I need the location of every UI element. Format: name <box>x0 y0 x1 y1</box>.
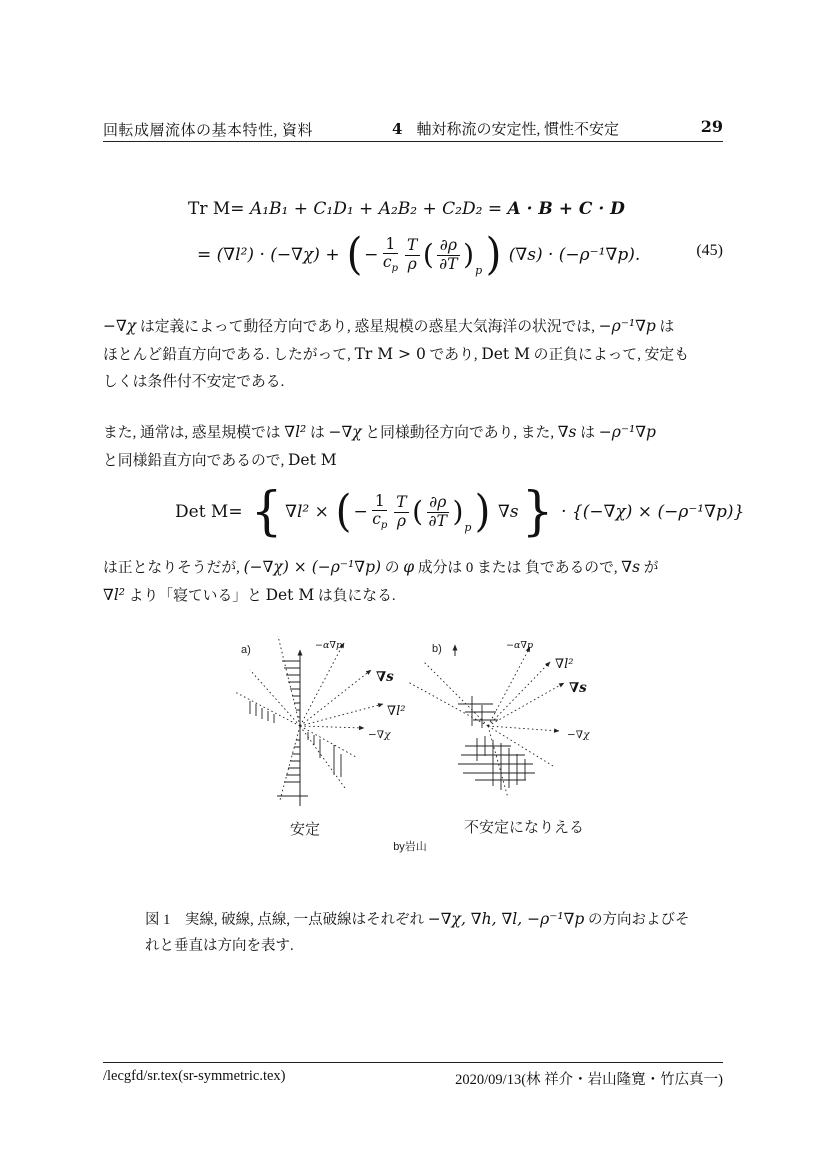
panel-b-label-grad-s: ∇s <box>569 680 587 696</box>
panel-a-axes <box>235 636 383 806</box>
text-line: また, 通常は, 惑星規模では ∇l² は −∇χ と同様動径方向であり, また, ∇s は −ρ⁻¹∇p <box>103 423 656 441</box>
panel-b-tag: b) <box>432 643 442 655</box>
panel-a-label-grad-s: ∇s <box>376 669 394 685</box>
panel-b-label-alpha-grad-p: −α∇p <box>506 640 534 651</box>
text-line: しくは条件付不安定である. <box>103 374 285 390</box>
panel-a-label-grad-l2: ∇l² <box>387 704 406 719</box>
paragraph-3 <box>103 553 743 609</box>
figure-1-caption <box>145 906 717 960</box>
detm-label: Det M <box>175 502 229 522</box>
panel-b-caption: 不安定になりえる <box>463 819 585 836</box>
footer-source-file: /lecgfd/sr.tex(sr-symmetric.tex) <box>103 1068 286 1084</box>
panel-b-label-grad-l2: ∇l² <box>555 657 574 672</box>
equation-number-45: (45) <box>696 242 723 259</box>
section-number: 4 <box>392 120 403 138</box>
panel-a-label-grad-chi: −∇χ <box>368 729 391 741</box>
paragraph-2 <box>103 418 743 474</box>
header-rule <box>103 141 723 142</box>
figure-credit: by岩山 <box>393 841 427 853</box>
panel-b-axes <box>408 645 564 798</box>
section-title: 軸対称流の安定性, 慣性不安定 <box>416 122 619 138</box>
caption-line: 図 1 実線, 破線, 点線, 一点破線はそれぞれ −∇χ, ∇h, ∇l, −ρ⁻¹∇p の方向およびそ <box>145 910 690 928</box>
caption-line: れと垂直は方向を表す. <box>145 938 294 954</box>
trm-label: Tr M <box>188 199 231 219</box>
equation-45-line1: Tr M = A₁B₁ + C₁D₁ + A₂B₂ + C₂D₂ = A · B + C · D <box>188 199 625 219</box>
text-line: −∇χ は定義によって動径方向であり, 惑星規模の惑星大気海洋の状況では, −ρ⁻¹∇p は <box>103 317 675 335</box>
footer-rule <box>103 1062 723 1063</box>
fraction-1-over-cp: $\frac{1}{c_p}$ <box>382 234 399 275</box>
fraction-drho-dT: $\frac{\partial\rho}{\partial T}$ <box>439 236 458 273</box>
panel-a-caption: 安定 <box>289 821 321 838</box>
equation-detm: Det M = { ∇l² × ( − $\frac{1}{c_p}$ $\frac{T}{\rho}$ ( $\frac{\partial\rho}{\partial T}$ ) p ) ∇s } · {(−∇χ) × (−ρ⁻¹∇p)} <box>175 482 745 542</box>
footer-date-authors: 2020/09/13(林 祥介・岩山隆寛・竹広真一) <box>455 1072 723 1088</box>
fraction-T-over-rho: $\frac{T}{\rho}$ <box>405 237 420 273</box>
page-number: 29 <box>700 117 723 136</box>
panel-a-hatching <box>250 661 341 796</box>
equation-45-line2: = (∇l²) · (−∇χ) + ( − $\frac{1}{c_p}$ $\frac{T}{\rho}$ ( $\frac{\partial\rho}{\partial T}$ ) p ) (∇s) · (−ρ⁻¹∇p). <box>197 229 641 280</box>
panel-a-tag: a) <box>241 644 251 656</box>
text-line: ∇l² より「寝ている」と Det M は負になる. <box>103 586 396 604</box>
paragraph-1 <box>103 312 743 396</box>
figure-1 <box>225 628 625 863</box>
text-line: は正となりそうだが, (−∇χ) × (−ρ⁻¹∇p) の φ 成分は 0 または 負であるので, ∇s が <box>103 558 659 576</box>
equation-45 <box>103 196 723 284</box>
header-section <box>392 118 619 139</box>
header-running-title: 回転成層流体の基本特性, 資料 <box>103 123 314 139</box>
text-line: と同様鉛直方向であるので, Det M <box>103 451 337 469</box>
figure-1-canvas <box>225 628 625 863</box>
panel-a-label-alpha-grad-p: −α∇p <box>315 640 343 651</box>
panel-b-label-grad-chi: −∇χ <box>567 729 590 741</box>
text-line: ほとんど鉛直方向である. したがって, Tr M > 0 であり, Det M の正負によって, 安定も <box>103 345 690 363</box>
